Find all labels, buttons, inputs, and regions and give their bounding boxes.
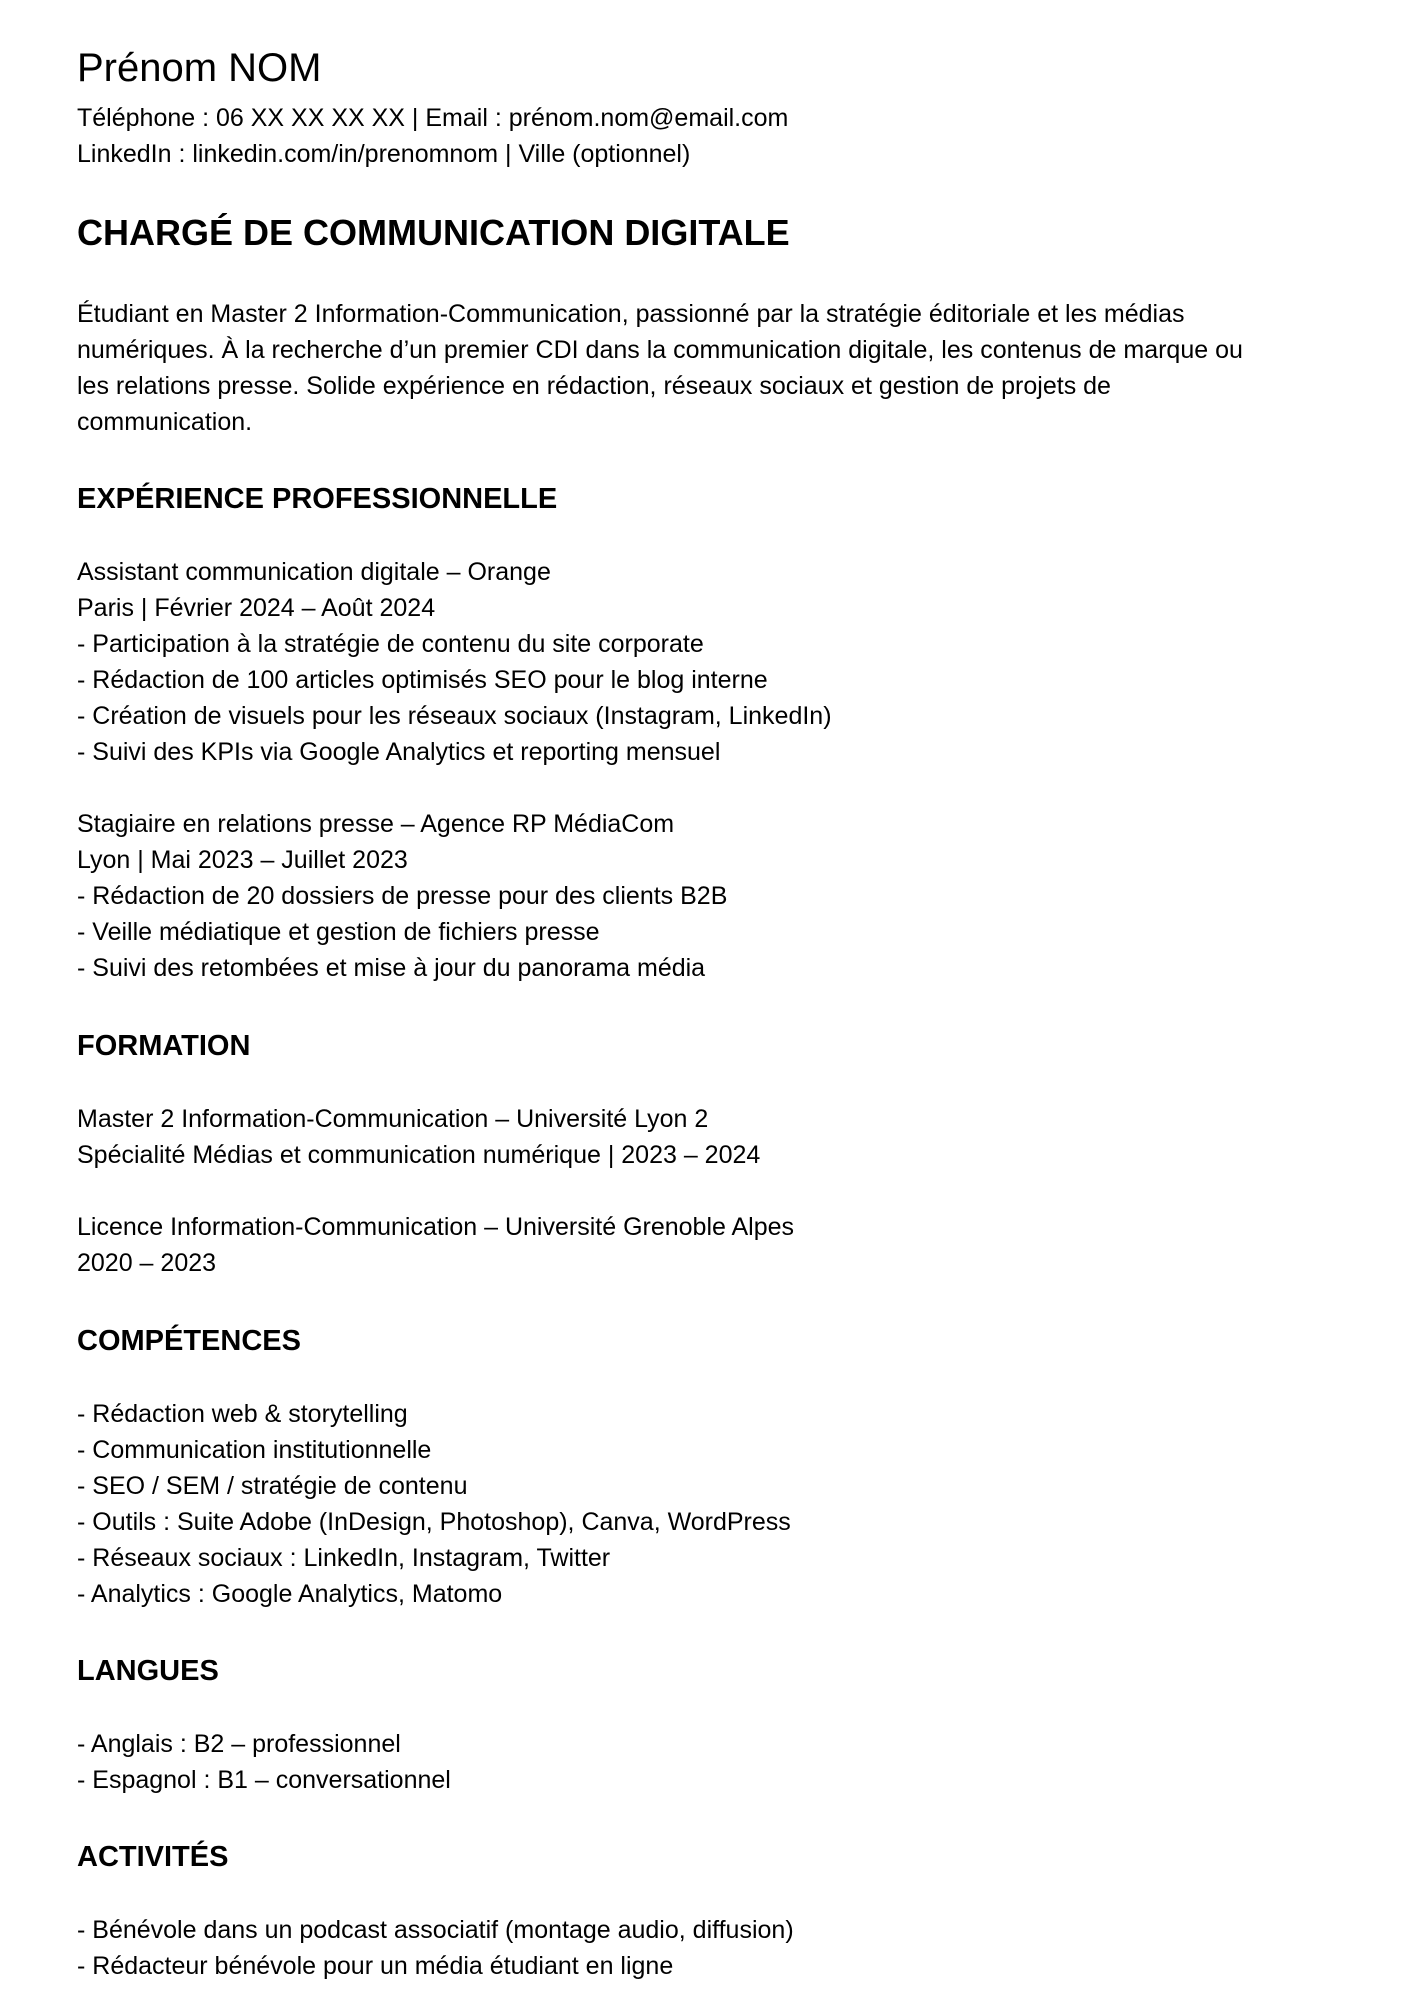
profile-summary	[77, 296, 1337, 440]
candidate-name: Prénom NOM	[77, 46, 322, 90]
job-entry-bullet: - Veille médiatique et gestion de fichiers presse	[77, 918, 600, 946]
skills-list	[77, 1396, 791, 1612]
section-heading-education: FORMATION	[77, 1030, 251, 1062]
experience-entry	[77, 806, 727, 986]
education-entry	[77, 1101, 760, 1173]
skill-item: - Communication institutionnelle	[77, 1436, 432, 1464]
language-item: - Anglais : B2 – professionnel	[77, 1730, 401, 1758]
education-entry-title: Licence Information-Communication – Université Grenoble Alpes	[77, 1213, 795, 1241]
contact-line-linkedin-city: LinkedIn : linkedin.com/in/prenomnom | Ville (optionnel)	[77, 140, 691, 168]
education-entry-meta: 2020 – 2023	[77, 1249, 217, 1277]
summary-line: communication.	[77, 408, 253, 436]
job-entry-bullet: - Rédaction de 20 dossiers de presse pour des clients B2B	[77, 882, 728, 910]
section-heading-skills: COMPÉTENCES	[77, 1325, 301, 1357]
section-heading-experience: EXPÉRIENCE PROFESSIONNELLE	[77, 483, 558, 515]
job-entry-bullet: - Suivi des retombées et mise à jour du panorama média	[77, 954, 706, 982]
job-title: CHARGÉ DE COMMUNICATION DIGITALE	[77, 212, 790, 253]
skill-item: - Rédaction web & storytelling	[77, 1400, 408, 1428]
skill-item: - SEO / SEM / stratégie de contenu	[77, 1472, 468, 1500]
activities-list	[77, 1912, 794, 1984]
summary-line: les relations presse. Solide expérience en rédaction, réseaux sociaux et gestion de projets de	[77, 372, 1111, 400]
job-entry-bullet: - Rédaction de 100 articles optimisés SEO pour le blog interne	[77, 666, 768, 694]
job-entry-meta: Paris | Février 2024 – Août 2024	[77, 594, 436, 622]
skill-item: - Analytics : Google Analytics, Matomo	[77, 1580, 503, 1608]
job-entry-bullet: - Suivi des KPIs via Google Analytics et reporting mensuel	[77, 738, 721, 766]
skill-item: - Réseaux sociaux : LinkedIn, Instagram, Twitter	[77, 1544, 611, 1572]
activity-item: - Bénévole dans un podcast associatif (montage audio, diffusion)	[77, 1916, 794, 1944]
summary-line: Étudiant en Master 2 Information-Communication, passionné par la stratégie éditoriale et les médias	[77, 300, 1185, 328]
education-entry-meta: Spécialité Médias et communication numérique | 2023 – 2024	[77, 1141, 761, 1169]
summary-line: numériques. À la recherche d’un premier CDI dans la communication digitale, les contenus de marque ou	[77, 336, 1243, 364]
languages-list	[77, 1726, 451, 1798]
experience-entry	[77, 554, 832, 770]
education-entry-title: Master 2 Information-Communication – Université Lyon 2	[77, 1105, 709, 1133]
section-heading-activities: ACTIVITÉS	[77, 1841, 229, 1873]
activity-item: - Rédacteur bénévole pour un média étudiant en ligne	[77, 1952, 674, 1980]
job-entry-title: Stagiaire en relations presse – Agence RP MédiaCom	[77, 810, 675, 838]
job-entry-meta: Lyon | Mai 2023 – Juillet 2023	[77, 846, 408, 874]
job-entry-title: Assistant communication digitale – Orange	[77, 558, 551, 586]
contact-line-phone-email: Téléphone : 06 XX XX XX XX | Email : prénom.nom@email.com	[77, 104, 789, 132]
skill-item: - Outils : Suite Adobe (InDesign, Photoshop), Canva, WordPress	[77, 1508, 791, 1536]
job-entry-bullet: - Création de visuels pour les réseaux sociaux (Instagram, LinkedIn)	[77, 702, 832, 730]
job-entry-bullet: - Participation à la stratégie de contenu du site corporate	[77, 630, 704, 658]
section-heading-languages: LANGUES	[77, 1655, 219, 1687]
education-entry	[77, 1209, 794, 1281]
language-item: - Espagnol : B1 – conversationnel	[77, 1766, 451, 1794]
